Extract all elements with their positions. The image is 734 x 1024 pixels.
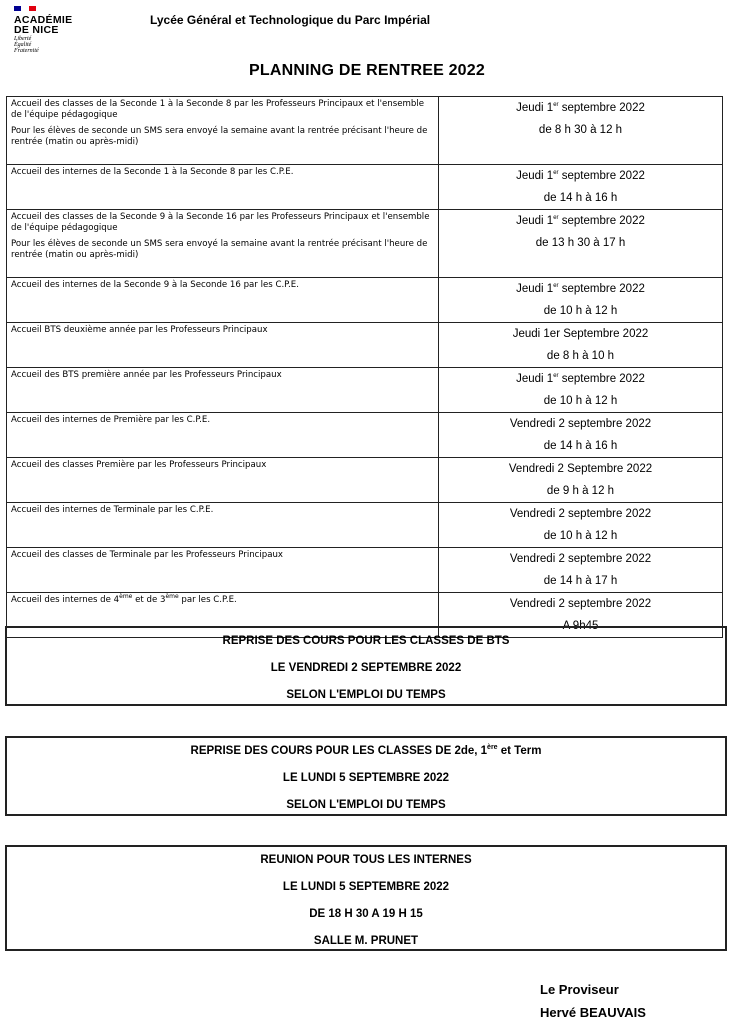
lycee-box-line-1: [7, 738, 725, 765]
schedule-time: de 14 h à 16 h: [543, 192, 618, 204]
schedule-date-superscript: er: [553, 215, 559, 222]
description-text: Accueil des internes de 4: [11, 595, 120, 605]
motto-egalite: Égalité: [14, 42, 32, 48]
schedule-time: de 10 h à 12 h: [543, 395, 618, 407]
republic-motto: [14, 36, 39, 54]
lycee-box-superscript: ère: [487, 744, 498, 752]
lycee-resumption-box: [5, 736, 727, 816]
schedule-description-cell: [7, 458, 439, 503]
schedule-description: Accueil des classes Première par les Professeurs Principaux: [11, 460, 267, 470]
schedule-date-text-end: septembre 2022: [558, 283, 645, 295]
bts-box-line-1: REPRISE DES COURS POUR LES CLASSES DE BTS: [222, 635, 510, 647]
schedule-date: [439, 97, 722, 119]
schedule-row: [7, 278, 723, 323]
schedule-row: [7, 458, 723, 503]
schedule-date-text: Jeudi 1er Septembre 2022: [512, 328, 649, 340]
meeting-box-line-2: LE LUNDI 5 SEPTEMBRE 2022: [282, 881, 450, 893]
meeting-box-line-3: DE 18 H 30 A 19 H 15: [309, 908, 423, 920]
schedule-date: [439, 165, 722, 187]
schedule-date: [439, 593, 722, 615]
schedule-datetime-cell: [439, 210, 723, 278]
schedule-date-text: Jeudi 1: [516, 373, 554, 385]
schedule-description: Accueil des BTS première année par les Professeurs Principaux: [11, 370, 282, 380]
schedule-date-text: Jeudi 1: [516, 102, 554, 114]
schedule-date-text-end: septembre 2022: [558, 170, 645, 182]
schedule-time: de 13 h 30 à 17 h: [535, 237, 626, 249]
schedule-date-text: Jeudi 1: [516, 283, 554, 295]
meeting-box-line-4: SALLE M. PRUNET: [313, 935, 419, 947]
schedule-time: de 9 h à 12 h: [546, 485, 615, 497]
schedule-description: Accueil des classes de Terminale par les Professeurs Principaux: [11, 550, 284, 560]
academie-line-1: ACADÉMIE: [14, 14, 73, 26]
schedule-description-cell: [7, 278, 439, 323]
flag-red-stripe: [29, 6, 36, 11]
schedule-row: [7, 413, 723, 458]
academie-name: [14, 15, 72, 35]
schedule-time: de 8 h à 10 h: [546, 350, 615, 362]
schedule-row: [7, 97, 723, 165]
schedule-description-cell: [7, 413, 439, 458]
schedule-description-cell: [7, 323, 439, 368]
schedule-time: de 14 h à 17 h: [543, 575, 618, 587]
schedule-description-cell: [7, 210, 439, 278]
schedule-date-text: Vendredi 2 septembre 2022: [509, 418, 652, 430]
schedule-note: Pour les élèves de seconde un SMS sera envoyé la semaine avant la rentrée précisant l'heure de rentrée (matin ou après-midi): [11, 239, 428, 260]
schedule-description: [11, 595, 434, 606]
schedule-description: Accueil des internes de la Seconde 1 à la Seconde 8 par les C.P.E.: [11, 167, 294, 177]
schedule-datetime-cell: [439, 323, 723, 368]
schedule-datetime-cell: [439, 278, 723, 323]
french-flag-icon: [14, 6, 36, 11]
schedule-time: de 8 h 30 à 12 h: [538, 124, 623, 136]
schedule-description: Accueil des classes de la Seconde 9 à la Seconde 16 par les Professeurs Principaux et l'ensemble de l'équipe pédagogique: [11, 212, 430, 233]
schedule-description: Accueil des internes de la Seconde 9 à la Seconde 16 par les C.P.E.: [11, 280, 299, 290]
school-name: Lycée Général et Technologique du Parc Impérial: [150, 13, 431, 27]
schedule-description-cell: [7, 548, 439, 593]
flag-white-stripe: [21, 6, 28, 11]
schedule-date-superscript: er: [553, 373, 559, 380]
signature-block: [540, 978, 710, 1024]
schedule-table: [6, 96, 723, 638]
schedule-date-text-end: septembre 2022: [558, 373, 645, 385]
bts-box-line-3: SELON L'EMPLOI DU TEMPS: [286, 689, 446, 701]
schedule-description-cell: [7, 97, 439, 165]
schedule-time: de 10 h à 12 h: [543, 530, 618, 542]
schedule-date-text: Jeudi 1: [516, 170, 554, 182]
schedule-date: [439, 323, 722, 345]
flag-blue-stripe: [14, 6, 21, 11]
academie-logo: [14, 6, 124, 58]
schedule-note: Pour les élèves de seconde un SMS sera envoyé la semaine avant la rentrée précisant l'heure de rentrée (matin ou après-midi): [11, 126, 428, 147]
bts-box-line-2: LE VENDREDI 2 SEPTEMBRE 2022: [270, 662, 462, 674]
description-superscript: ème: [165, 593, 179, 601]
lycee-box-line-1-end: et Term: [497, 745, 542, 757]
schedule-date-text: Vendredi 2 septembre 2022: [509, 553, 652, 565]
schedule-datetime-cell: [439, 548, 723, 593]
meeting-box-line-1: REUNION POUR TOUS LES INTERNES: [260, 854, 472, 866]
schedule-datetime-cell: [439, 503, 723, 548]
schedule-date: [439, 278, 722, 300]
schedule-date: [439, 548, 722, 570]
schedule-date: [439, 503, 722, 525]
schedule-date-text-end: septembre 2022: [558, 215, 645, 227]
schedule-datetime-cell: [439, 458, 723, 503]
lycee-box-line-3: SELON L'EMPLOI DU TEMPS: [286, 799, 446, 811]
schedule-date-superscript: er: [553, 102, 559, 109]
schedule-date-text: Vendredi 2 septembre 2022: [509, 508, 652, 520]
schedule-body: [7, 97, 723, 638]
schedule-date-superscript: er: [553, 170, 559, 177]
page-title: PLANNING DE RENTREE 2022: [249, 62, 485, 79]
motto-fraternite: Fraternité: [14, 48, 39, 54]
schedule-datetime-cell: [439, 97, 723, 165]
schedule-date: [439, 368, 722, 390]
schedule-description-cell: [7, 368, 439, 413]
description-superscript: ème: [119, 593, 133, 601]
schedule-time: A 9h45: [562, 620, 599, 632]
schedule-row: [7, 368, 723, 413]
lycee-box-line-1-main: REPRISE DES COURS POUR LES CLASSES DE 2de, 1: [190, 745, 488, 757]
schedule-row: [7, 503, 723, 548]
schedule-date-superscript: er: [553, 283, 559, 290]
schedule-description-cell: [7, 165, 439, 210]
bts-resumption-box: [5, 626, 727, 706]
schedule-date-text: Vendredi 2 Septembre 2022: [508, 463, 653, 475]
lycee-box-line-2: LE LUNDI 5 SEPTEMBRE 2022: [282, 772, 450, 784]
schedule-description: Accueil des internes de Terminale par les C.P.E.: [11, 505, 214, 515]
signature-role: Le Proviseur: [540, 982, 619, 997]
schedule-date-text-end: septembre 2022: [558, 102, 645, 114]
schedule-date: [439, 413, 722, 435]
schedule-description: Accueil des internes de Première par les C.P.E.: [11, 415, 211, 425]
schedule-description: Accueil BTS deuxième année par les Professeurs Principaux: [11, 325, 268, 335]
description-text: et de 3: [132, 595, 166, 605]
description-text: par les C.P.E.: [178, 595, 237, 605]
schedule-date-text: Jeudi 1: [516, 215, 554, 227]
schedule-datetime-cell: [439, 413, 723, 458]
schedule-time: de 10 h à 12 h: [543, 305, 618, 317]
document-header: [0, 0, 734, 60]
schedule-row: [7, 548, 723, 593]
schedule-datetime-cell: [439, 368, 723, 413]
schedule-description-cell: [7, 503, 439, 548]
schedule-datetime-cell: [439, 165, 723, 210]
signature-name: Hervé BEAUVAIS: [540, 1005, 646, 1020]
schedule-time: de 14 h à 16 h: [543, 440, 618, 452]
schedule-date: [439, 458, 722, 480]
schedule-date: [439, 210, 722, 232]
schedule-row: [7, 165, 723, 210]
boarders-meeting-box: [5, 845, 727, 951]
schedule-row: [7, 210, 723, 278]
academie-line-2: DE NICE: [14, 24, 59, 36]
motto-liberte: Liberté: [14, 36, 32, 42]
schedule-row: [7, 323, 723, 368]
schedule-description: Accueil des classes de la Seconde 1 à la Seconde 8 par les Professeurs Principaux et l'ensemble de l'équipe pédagogique: [11, 99, 425, 120]
schedule-date-text: Vendredi 2 septembre 2022: [509, 598, 652, 610]
